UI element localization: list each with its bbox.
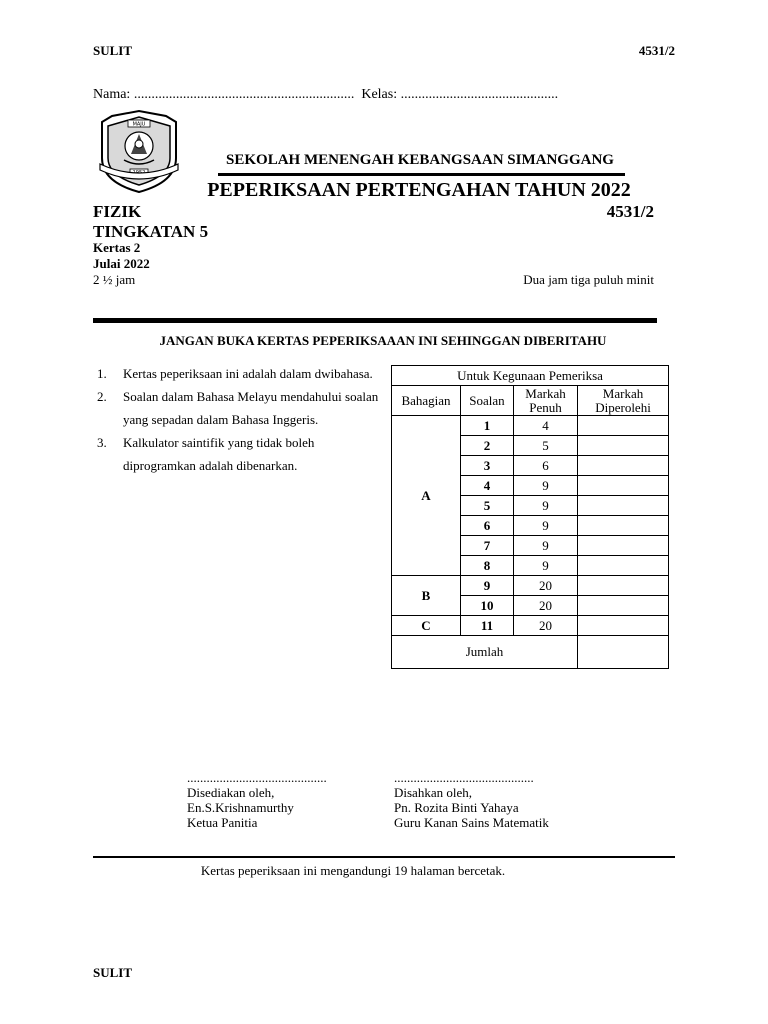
- instruction-text: Kertas peperiksaan ini adalah dalam dwibahasa.: [123, 366, 373, 381]
- name-blank: ...............................................................: [133, 87, 355, 102]
- marks-obtained-cell: [578, 576, 669, 596]
- col-header-marks-obtained: Markah Diperolehi: [578, 386, 669, 416]
- signature-role: Disahkan oleh,: [394, 785, 472, 800]
- instruction-number: 3.: [97, 435, 107, 450]
- exam-month: Julai 2022: [93, 256, 150, 271]
- signature-role: Disediakan oleh,: [187, 785, 275, 800]
- name-label: Nama:: [93, 87, 131, 102]
- marks-obtained-cell: [578, 496, 669, 516]
- footer-divider: [93, 856, 675, 858]
- col-header-full-marks: Markah Penuh: [514, 386, 578, 416]
- full-marks: 20: [514, 596, 578, 616]
- total-label: Jumlah: [392, 636, 578, 669]
- school-name: SEKOLAH MENENGAH KEBANGSAAN SIMANGGANG: [226, 152, 614, 168]
- paper-number: Kertas 2: [93, 240, 141, 255]
- exam-duration-words: Dua jam tiga puluh minit: [523, 272, 654, 287]
- full-marks: 5: [514, 436, 578, 456]
- full-marks: 6: [514, 456, 578, 476]
- instructions-list: [97, 362, 387, 477]
- footer-classification: SULIT: [93, 965, 133, 980]
- instruction-number: 2.: [97, 389, 107, 404]
- section-label: C: [392, 616, 461, 636]
- question-number: 4: [461, 476, 514, 496]
- marks-obtained-cell: [578, 476, 669, 496]
- subject-code: 4531/2: [606, 202, 654, 221]
- section-label: B: [392, 576, 461, 616]
- instruction-item: [97, 362, 387, 385]
- exam-duration: 2 ½ jam: [93, 272, 136, 287]
- class-label: Kelas:: [361, 87, 398, 102]
- signature-title: Guru Kanan Sains Matematik: [394, 815, 549, 830]
- marks-obtained-cell: [578, 596, 669, 616]
- question-number: 8: [461, 556, 514, 576]
- signature-line: ...........................................: [394, 770, 534, 785]
- signature-name: En.S.Krishnamurthy: [187, 800, 294, 815]
- marks-obtained-cell: [578, 536, 669, 556]
- header-classification: SULIT: [93, 43, 133, 58]
- question-number: 7: [461, 536, 514, 556]
- question-number: 9: [461, 576, 514, 596]
- section-divider: [93, 318, 657, 323]
- instruction-item: [97, 431, 387, 477]
- full-marks: 9: [514, 536, 578, 556]
- col-header-section: Bahagian: [392, 386, 461, 416]
- school-name-underline: [218, 173, 625, 176]
- question-number: 3: [461, 456, 514, 476]
- page-count-note: Kertas peperiksaan ini mengandungi 19 halaman bercetak.: [200, 863, 506, 878]
- signature-title: Ketua Panitia: [187, 815, 258, 830]
- question-number: 6: [461, 516, 514, 536]
- examiner-score-table: [391, 365, 669, 669]
- class-blank: .............................................: [400, 87, 559, 102]
- marks-obtained-cell: [578, 436, 669, 456]
- signature-block-prepared: [187, 770, 327, 830]
- full-marks: 9: [514, 516, 578, 536]
- instruction-text: Kalkulator saintifik yang tidak boleh diprogramkan adalah dibenarkan.: [123, 435, 315, 473]
- logo-motto: MAJU: [132, 121, 146, 128]
- question-number: 11: [461, 616, 514, 636]
- full-marks: 9: [514, 496, 578, 516]
- score-table-title: Untuk Kegunaan Pemeriksa: [392, 366, 669, 386]
- signature-name: Pn. Rozita Binti Yahaya: [394, 800, 519, 815]
- marks-obtained-cell: [578, 516, 669, 536]
- marks-obtained-cell: [578, 416, 669, 436]
- student-info-line: [93, 87, 558, 103]
- full-marks: 20: [514, 576, 578, 596]
- header-paper-code: 4531/2: [638, 43, 675, 58]
- question-number: 10: [461, 596, 514, 616]
- signature-block-approved: [394, 770, 549, 830]
- full-marks: 9: [514, 476, 578, 496]
- col-header-question: Soalan: [461, 386, 514, 416]
- question-number: 1: [461, 416, 514, 436]
- instruction-number: 1.: [97, 366, 107, 381]
- question-number: 5: [461, 496, 514, 516]
- signature-line: ...........................................: [187, 770, 327, 785]
- marks-obtained-cell: [578, 556, 669, 576]
- instruction-item: [97, 385, 387, 431]
- marks-obtained-cell: [578, 456, 669, 476]
- form-level: TINGKATAN 5: [93, 222, 209, 241]
- instruction-text: Soalan dalam Bahasa Melayu mendahului soalan yang sepadan dalam Bahasa Inggeris.: [123, 389, 379, 427]
- full-marks: 4: [514, 416, 578, 436]
- full-marks: 9: [514, 556, 578, 576]
- marks-obtained-cell: [578, 616, 669, 636]
- exam-title: PEPERIKSAAN PERTENGAHAN TAHUN 2022: [207, 179, 631, 201]
- section-label: A: [392, 416, 461, 576]
- question-number: 2: [461, 436, 514, 456]
- subject-name: FIZIK: [93, 202, 142, 221]
- full-marks: 20: [514, 616, 578, 636]
- total-marks-cell: [578, 636, 669, 669]
- school-crest-logo: [98, 108, 180, 194]
- warning-notice: JANGAN BUKA KERTAS PEPERIKSAAAN INI SEHINGGAN DIBERITAHU: [159, 333, 607, 348]
